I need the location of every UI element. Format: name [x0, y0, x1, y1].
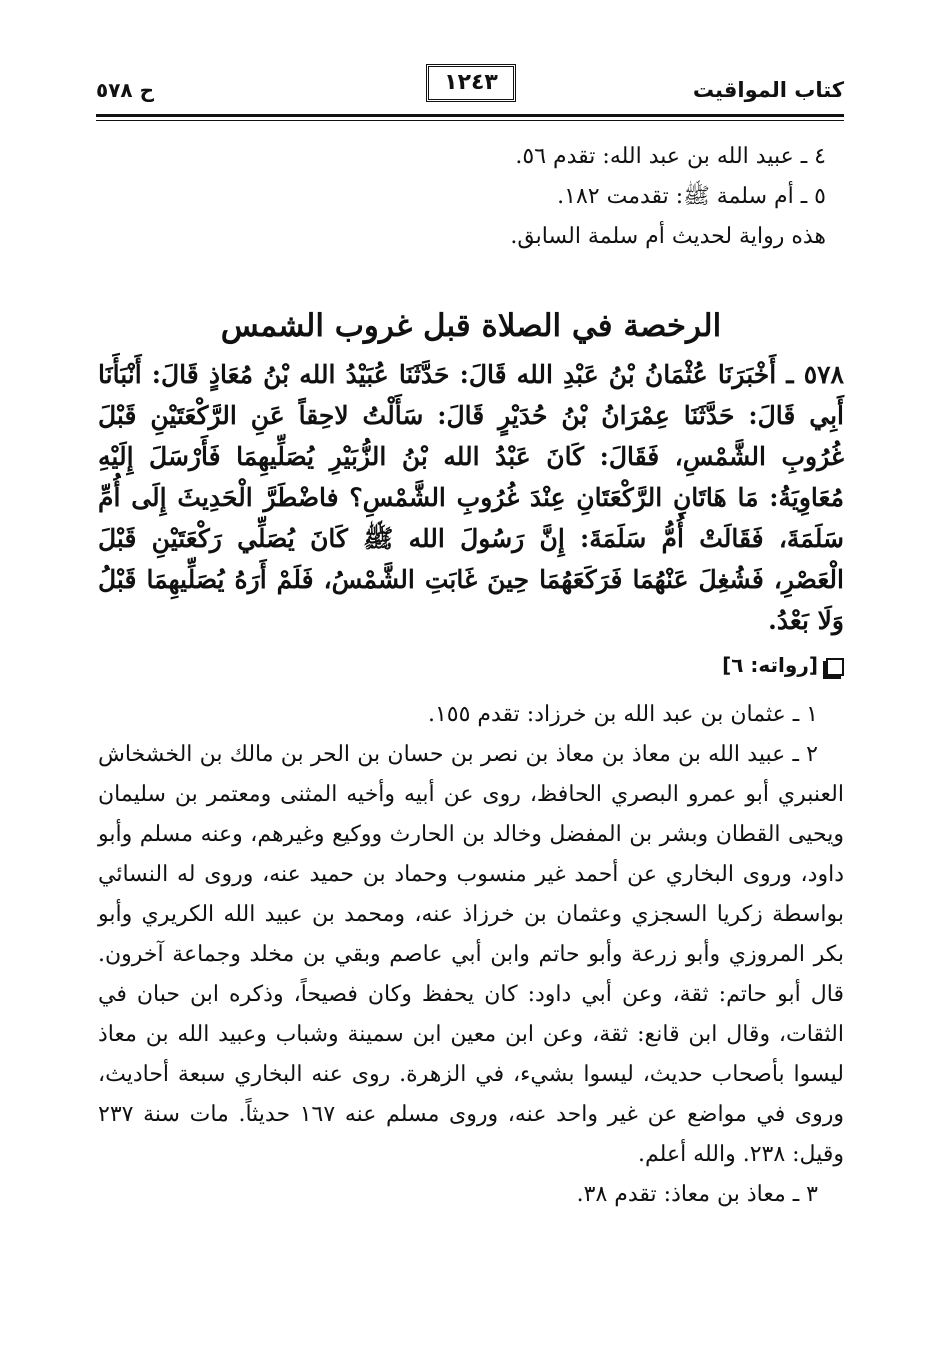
- header-rule: [96, 114, 844, 117]
- narrators-heading: [722, 650, 844, 680]
- hadith-paragraph: [98, 354, 844, 641]
- narrators-heading-label: [رواته: ٦]: [722, 653, 818, 677]
- note-line: ٥ ـ أم سلمة ﷺ: تقدمت ١٨٢.: [557, 184, 826, 209]
- previous-narrator-notes: [98, 137, 844, 257]
- header-rule-thin: [96, 120, 844, 121]
- narrator-entry: ٣ ـ معاذ بن معاذ: تقدم ٣٨.: [576, 1182, 818, 1207]
- checkbox-icon: [826, 658, 844, 676]
- book-title: كتاب المواقيت: [692, 78, 844, 102]
- hadith-text: [98, 354, 844, 641]
- note-line: هذه رواية لحديث أم سلمة السابق.: [510, 224, 826, 249]
- chapter-title: الرخصة في الصلاة قبل غروب الشمس: [220, 308, 722, 344]
- narrator-entry: ٢ ـ عبيد الله بن معاذ بن معاذ بن نصر بن حسان بن الحر بن مالك بن الخشخاش العنبري أبو عمرو البصري الحافظ، روى عن أبيه وأخيه المثنى ومعتمر بن سليمان ويحيى القطان وبشر بن المفضل وخالد بن الحارث ووكيع وغيرهم، وعنه مسلم وأبو داود، وروى البخاري عن أحمد غير منسوب وحماد بن حميد عنه، وروى له النسائي بواسطة زكريا السجزي وعثمان بن خرزاذ عنه، ومحمد بن عبيد الله الكريري وأبو بكر المروزي وأبو زرعة وأبو حاتم وابن أبي عاصم وبقي بن مخلد وجماعة آخرون. قال أبو حاتم: ثقة، وعن أبي داود: كان يحفظ وكان فصيحاً، وذكره ابن حبان في الثقات، وقال ابن قانع: ثقة، وعن ابن معين ابن سمينة وشباب وعبيد الله بن معاذ ليسوا بأصحاب حديث، ليسوا بشيء، في الزهرة. روى عنه البخاري سبعة أحاديث، وروى في مواضع عن غير واحد عنه، وروى مسلم عنه ١٦٧ حديثاً. مات سنة ٢٣٧ وقيل: ٢٣٨. والله أعلم.: [98, 742, 844, 1167]
- note-line: ٤ ـ عبيد الله بن عبد الله: تقدم ٥٦.: [515, 144, 826, 169]
- narrators-list: [98, 695, 844, 1215]
- page-number: ١٢٤٣: [426, 64, 516, 102]
- running-header: [96, 70, 844, 114]
- hadith-number: ٥٧٨ ـ: [786, 360, 844, 389]
- narrator-entry: ١ ـ عثمان بن عبد الله بن خرزاد: تقدم ١٥٥.: [427, 702, 818, 727]
- hadith-range: ح ٥٧٨: [96, 78, 155, 102]
- hadith-body: أَخْبَرَنَا عُثْمَانُ بْنُ عَبْدِ الله قَالَ: حَدَّثَنَا عُبَيْدُ الله بْنُ مُعَاذٍ قَالَ: أَنْبَأَنَا أَبِي قَالَ: حَدَّثَنَا عِمْرَانُ بْنُ حُدَيْرٍ قَالَ: سَأَلْتُ لاحِقاً عَنِ الرَّكْعَتَيْنِ قَبْلَ غُرُوبِ الشَّمْسِ، فَقَالَ: كَانَ عَبْدُ الله بْنُ الزُّبَيْرِ يُصَلِّيهِمَا فَأَرْسَلَ إِلَيْهِ مُعَاوِيَةُ: مَا هَاتَانِ الرَّكْعَتَانِ عِنْدَ غُرُوبِ الشَّمْسِ؟ فاضْطَرَّ الْحَدِيثَ إِلَى أُمِّ سَلَمَةَ، فَقَالَتْ أُمُّ سَلَمَةَ: إِنَّ رَسُولَ الله ﷺ كَانَ يُصَلِّي رَكْعَتَيْنِ قَبْلَ الْعَصْرِ، فَشُغِلَ عَنْهُمَا فَرَكَعَهُمَا حِينَ غَابَتِ الشَّمْسُ، فَلَمْ أَرَهُ يُصَلِّيهِمَا قَبْلُ وَلَا بَعْدُ.: [98, 360, 844, 635]
